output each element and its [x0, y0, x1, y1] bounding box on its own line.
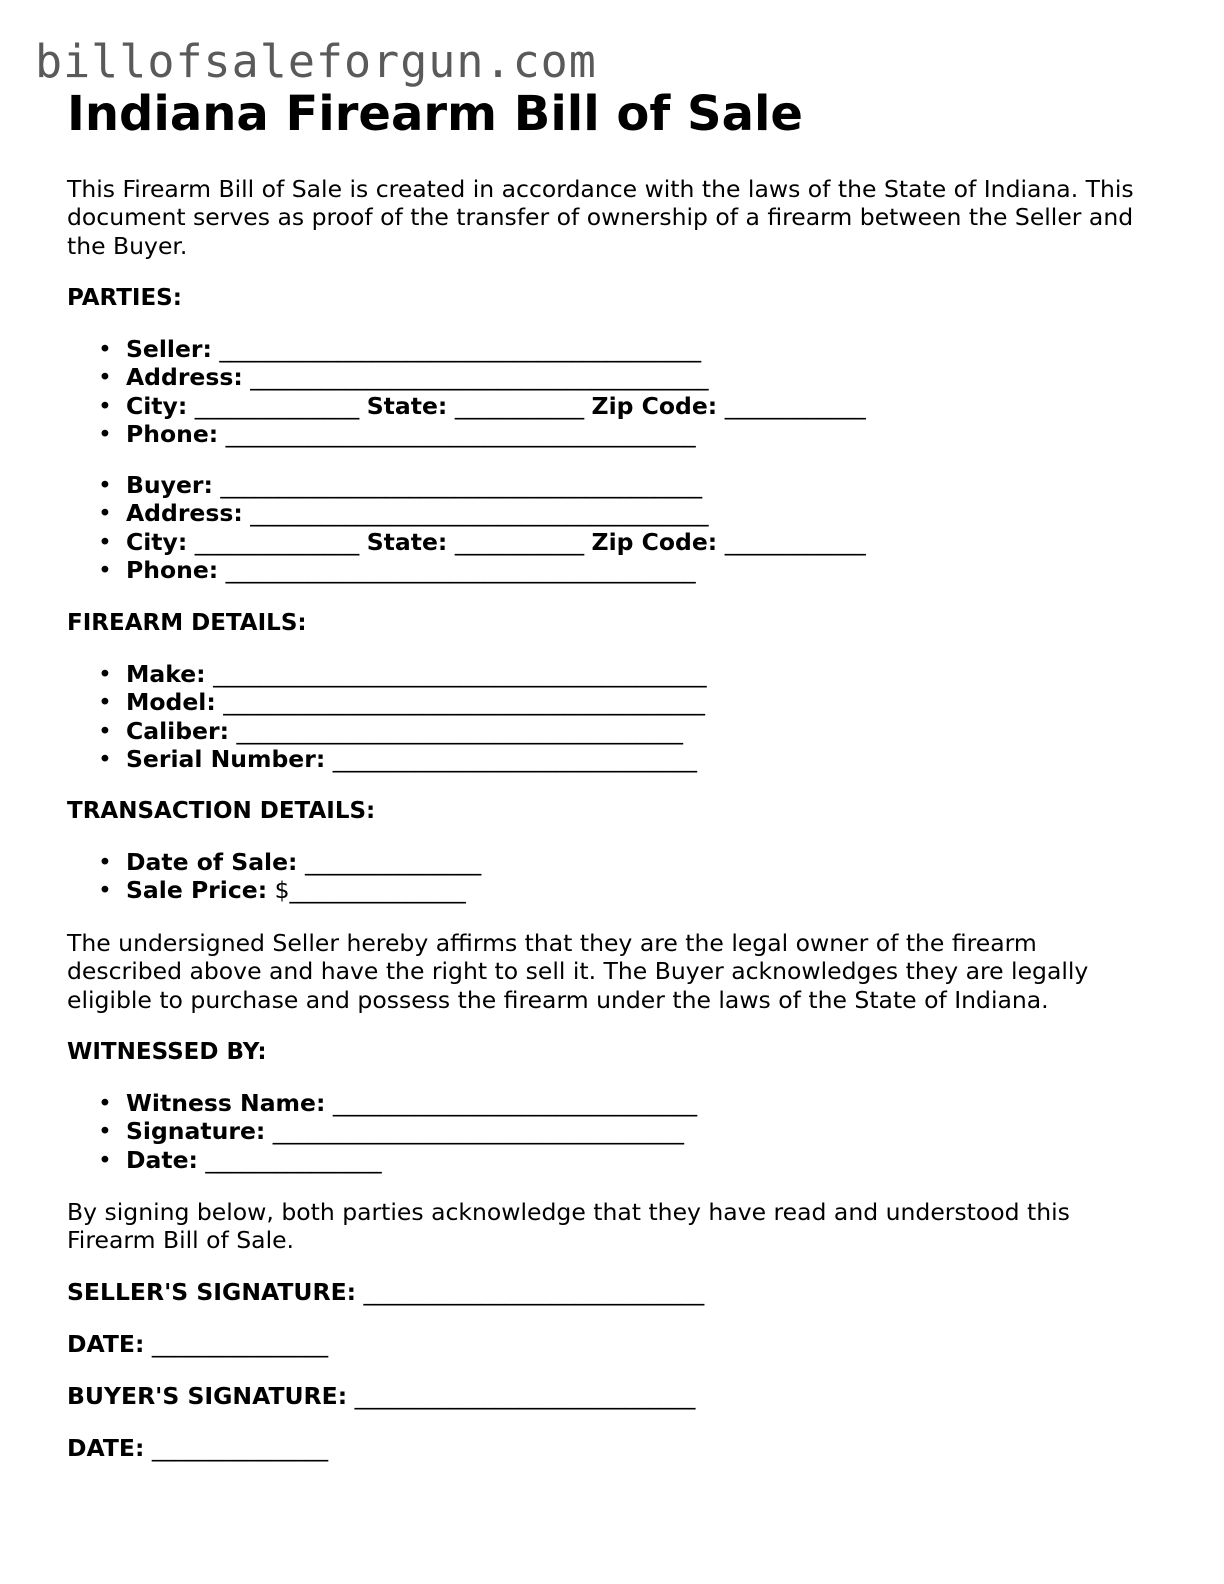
transaction-details-heading: TRANSACTION DETAILS: [67, 798, 376, 824]
seller-state-label: State: [366, 391, 448, 420]
firearm-serial-label: Serial Number: [126, 744, 326, 773]
seller-city-label: City: [126, 391, 188, 420]
buyer-date-label: DATE: [67, 1434, 145, 1462]
witnessed-by-heading: WITNESSED BY: [67, 1039, 267, 1065]
witness-name-label: Witness Name: [126, 1089, 326, 1117]
buyer-date-blank[interactable]: _______________ [151, 1434, 329, 1462]
buyer-zip-blank[interactable]: ____________ [724, 527, 866, 556]
seller-name-blank[interactable]: _________________________________________ [219, 335, 702, 363]
sale-date-blank[interactable]: _______________ [304, 848, 482, 876]
seller-fields [67, 335, 866, 448]
seller-signature-label: SELLER'S SIGNATURE: [67, 1278, 357, 1306]
buyer-phone-label: Phone: [126, 555, 219, 584]
firearm-model-blank[interactable]: _________________________________________ [223, 688, 705, 717]
parties-heading: PARTIES: [67, 285, 182, 311]
firearm-caliber-blank[interactable]: ______________________________________ [236, 716, 683, 745]
seller-address-blank[interactable]: _______________________________________ [250, 363, 709, 392]
sale-date-field [67, 848, 481, 876]
buyer-address-field [67, 499, 866, 527]
firearm-make-blank[interactable]: __________________________________________ [213, 660, 707, 688]
witness-date-blank[interactable]: _______________ [205, 1145, 382, 1174]
seller-date-line [67, 1330, 328, 1358]
sale-price-label: Sale Price: [126, 876, 268, 905]
firearm-caliber-field [67, 717, 707, 745]
firearm-caliber-label: Caliber: [126, 716, 229, 745]
buyer-name-label: Buyer: [126, 471, 213, 499]
buyer-state-blank[interactable]: ___________ [454, 527, 585, 556]
seller-state-blank[interactable]: ___________ [454, 391, 585, 420]
buyer-name-blank[interactable]: _________________________________________ [220, 471, 703, 499]
buyer-city-blank[interactable]: ______________ [194, 527, 360, 556]
seller-city-blank[interactable]: ______________ [194, 391, 360, 420]
firearm-fields [67, 660, 707, 773]
seller-zip-blank[interactable]: ____________ [724, 391, 866, 420]
seller-signature-blank[interactable]: _____________________________ [363, 1278, 705, 1306]
witness-fields [67, 1089, 697, 1174]
buyer-signature-blank[interactable]: _____________________________ [354, 1382, 696, 1410]
witness-name-field [67, 1089, 697, 1117]
buyer-phone-blank[interactable]: ________________________________________ [225, 555, 696, 584]
document-title: Indiana Firearm Bill of Sale [67, 86, 803, 142]
buyer-phone-field [67, 556, 866, 584]
witness-signature-label: Signature: [126, 1117, 266, 1146]
firearm-make-label: Make: [126, 660, 206, 688]
seller-phone-blank[interactable]: ________________________________________ [225, 419, 696, 448]
seller-signature-line [67, 1278, 704, 1306]
seller-phone-field [67, 420, 866, 448]
buyer-date-line [67, 1434, 328, 1462]
seller-name-field [67, 335, 866, 363]
seller-city-state-zip-field [67, 392, 866, 420]
seller-name-label: Seller: [126, 335, 212, 363]
firearm-details-heading: FIREARM DETAILS: [67, 610, 307, 636]
buyer-fields [67, 471, 866, 584]
firearm-model-label: Model: [126, 688, 216, 717]
intro-paragraph: This Firearm Bill of Sale is created in accordance with the laws of the State of Indiana. This document serves as proof of the transfer of ownership of a firearm between the Seller and the Buyer. [67, 175, 1134, 260]
buyer-signature-label: BUYER'S SIGNATURE: [67, 1382, 348, 1410]
witness-name-blank[interactable]: _______________________________ [332, 1089, 698, 1117]
sale-date-label: Date of Sale: [126, 848, 298, 876]
seller-zip-label: Zip Code: [591, 391, 718, 420]
witness-signature-blank[interactable]: ___________________________________ [272, 1117, 685, 1146]
buyer-city-state-zip-field [67, 528, 866, 556]
witness-date-label: Date: [126, 1145, 198, 1174]
sale-price-field [67, 876, 481, 904]
sale-price-blank[interactable]: $_______________ [274, 876, 466, 905]
seller-date-label: DATE: [67, 1330, 145, 1358]
buyer-address-label: Address: [126, 499, 243, 528]
firearm-model-field [67, 688, 707, 716]
buyer-zip-label: Zip Code: [591, 527, 718, 556]
seller-address-field [67, 363, 866, 391]
buyer-state-label: State: [366, 527, 448, 556]
firearm-serial-field [67, 745, 707, 773]
closing-paragraph: By signing below, both parties acknowledge that they have read and understood this Firearm Bill of Sale. [67, 1198, 1070, 1255]
seller-address-label: Address: [126, 363, 243, 392]
buyer-name-field [67, 471, 866, 499]
witness-date-field [67, 1146, 697, 1174]
seller-date-blank[interactable]: _______________ [151, 1330, 329, 1358]
firearm-make-field [67, 660, 707, 688]
affirmation-paragraph: The undersigned Seller hereby affirms that they are the legal owner of the firearm described above and have the right to sell it. The Buyer acknowledges they are legally eligible to purchase and possess the firearm under the laws of the State of Indiana. [67, 929, 1089, 1014]
buyer-address-blank[interactable]: _______________________________________ [250, 499, 709, 528]
witness-signature-field [67, 1117, 697, 1145]
seller-phone-label: Phone: [126, 419, 219, 448]
firearm-serial-blank[interactable]: _______________________________ [332, 744, 697, 773]
buyer-city-label: City: [126, 527, 188, 556]
transaction-fields [67, 848, 481, 905]
buyer-signature-line [67, 1382, 695, 1410]
site-watermark: billofsaleforgun.com [35, 35, 597, 88]
